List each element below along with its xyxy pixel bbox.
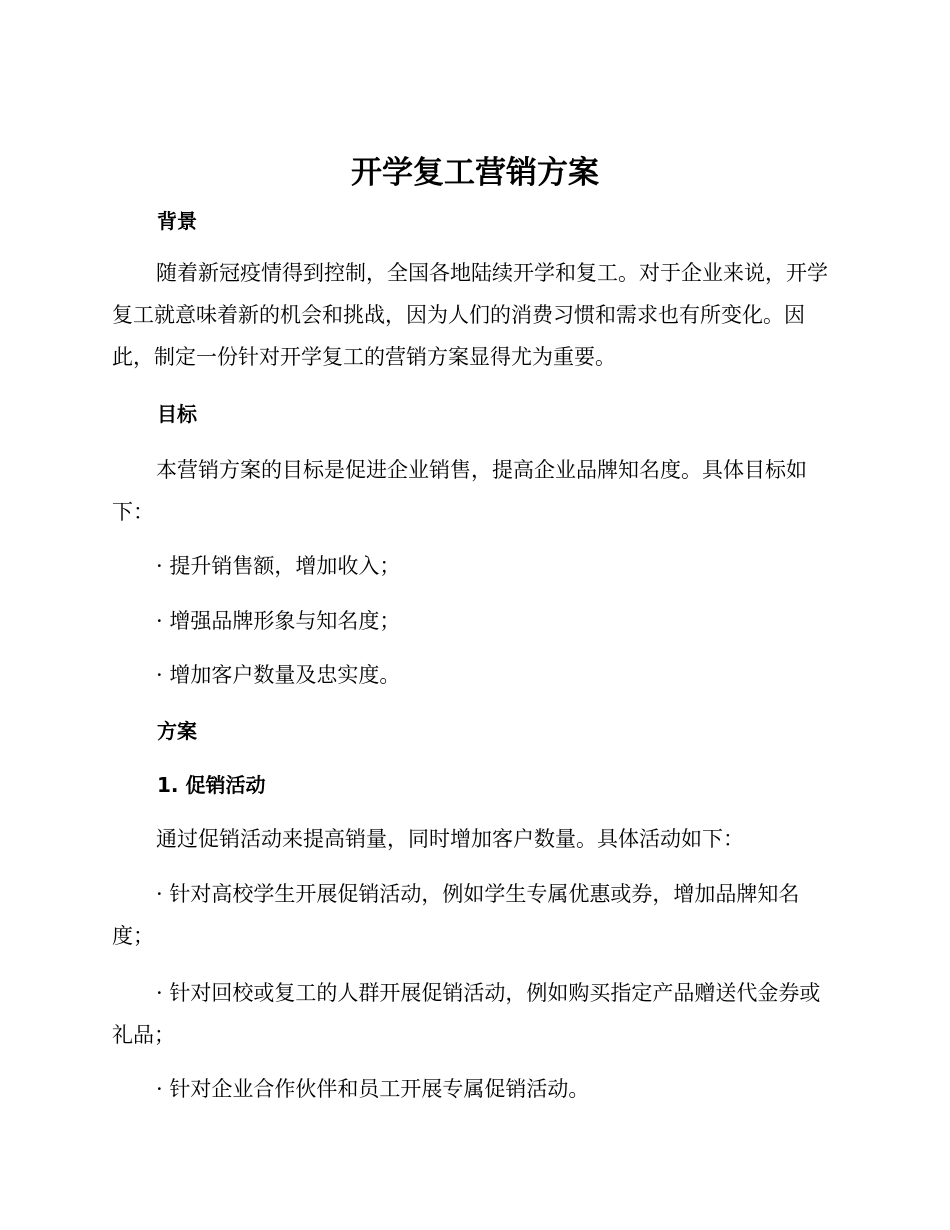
promotion-list-item: · 针对企业合作伙伴和员工开展专属促销活动。 — [156, 1077, 590, 1101]
goal-list-item: · 提升销售额，增加收入； — [156, 554, 401, 578]
background-paragraph: 随着新冠疫情得到控制，全国各地陆续开学和复工。对于企业来说，开学复工就意味着新的机会和挑战，因为人们的消费习惯和需求也有所变化。因此，制定一份针对开学复工的营销方案显得尤为重要。 — [112, 261, 828, 369]
goal-list-item: · 增加客户数量及忠实度。 — [156, 663, 401, 687]
goals-intro-paragraph: 本营销方案的目标是促进企业销售，提高企业品牌知名度。具体目标如下： — [112, 458, 807, 524]
section-heading-plan: 方案 — [157, 719, 197, 743]
subsection-heading-promotion: 1. 促销活动 — [157, 773, 266, 797]
section-heading-goals: 目标 — [157, 402, 197, 426]
promotion-list-item: · 针对高校学生开展促销活动，例如学生专属优惠或券，增加品牌知名度； — [112, 882, 800, 948]
document-title: 开学复工营销方案 — [351, 155, 599, 191]
promotion-list-item: · 针对回校或复工的人群开展促销活动，例如购买指定产品赠送代金券或礼品； — [112, 981, 821, 1047]
promotion-intro-paragraph: 通过促销活动来提高销量，同时增加客户数量。具体活动如下： — [156, 827, 744, 851]
goal-list-item: · 增强品牌形象与知名度； — [156, 609, 401, 633]
section-heading-background: 背景 — [157, 209, 197, 233]
